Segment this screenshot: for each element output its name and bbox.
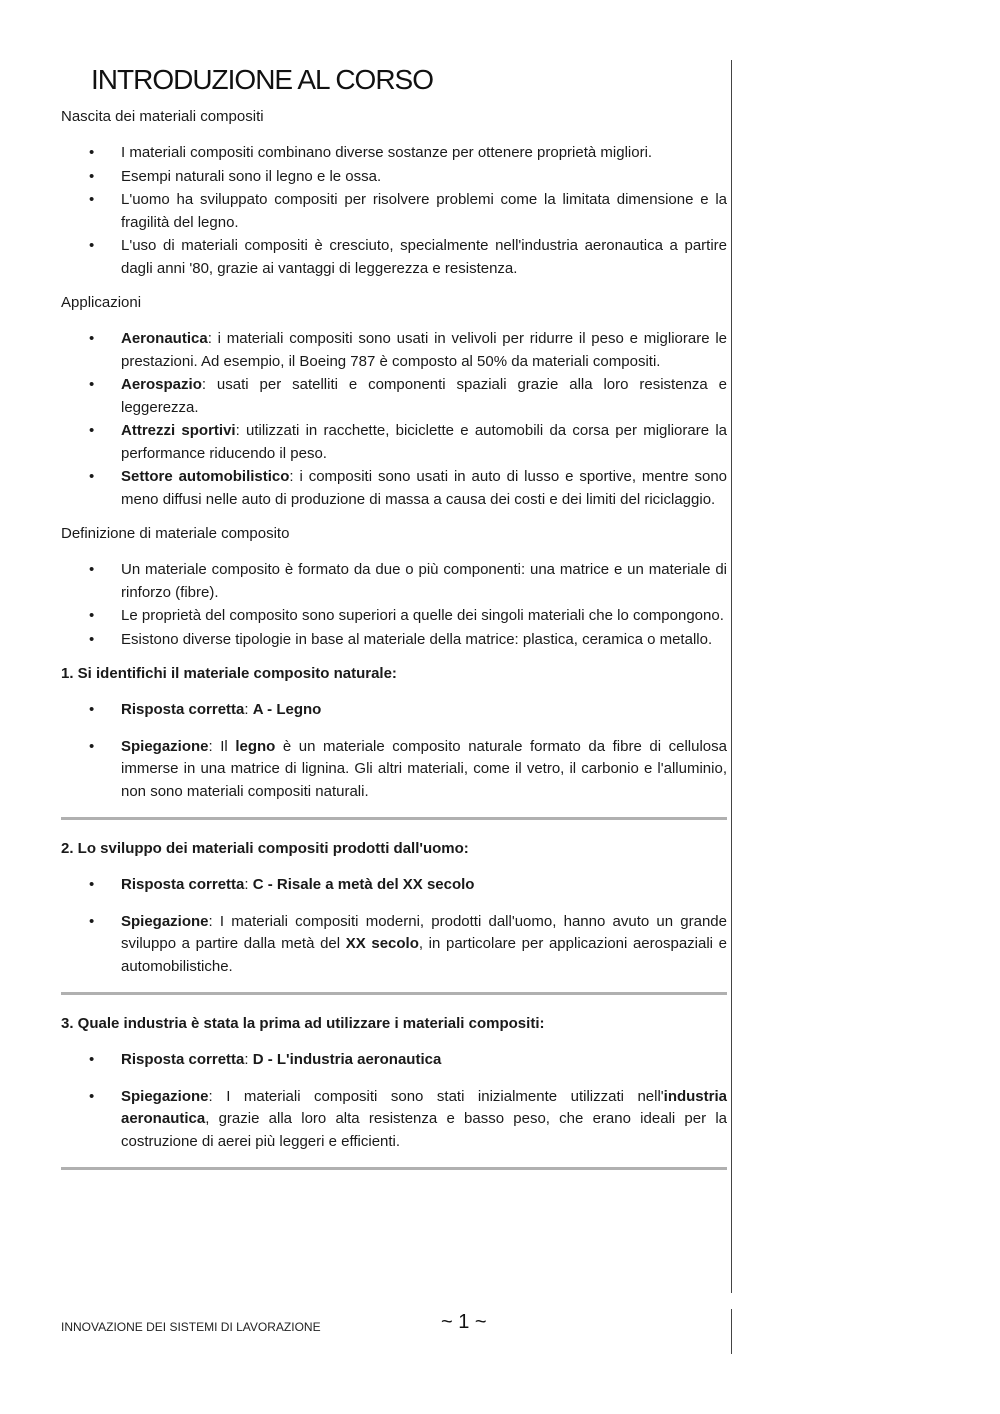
explanation-text: , grazie alla loro alta resistenza e basso peso, che erano ideali per la costruzione di aerei più leggeri e efficienti. [121, 1110, 727, 1150]
explanation-keyword: legno [235, 737, 276, 755]
item-label: Aeronautica [121, 330, 208, 347]
page-title: INTRODUZIONE AL CORSO [91, 64, 434, 95]
answer-list-1 [61, 699, 727, 803]
list-item [61, 466, 727, 511]
answer-value: A - Legno [252, 701, 322, 718]
answer-value: C - Risale a metà del XX secolo [252, 876, 475, 893]
explanation-item [61, 736, 727, 804]
answer-item [61, 874, 727, 897]
explanation-keyword: industria aeronautica [121, 1087, 727, 1127]
answer-label: Risposta corretta [121, 1051, 245, 1068]
bullet-list-nascita [61, 142, 727, 280]
item-text: : usati per satelliti e componenti spaziali grazie alla loro resistenza e leggerezza. [121, 376, 727, 416]
page-number: ~ 1 ~ [441, 1311, 487, 1333]
item-label: Aerospazio [121, 376, 202, 393]
item-text: : utilizzati in racchette, biciclette e automobili da corsa per migliorare la performance riducendo il peso. [121, 422, 727, 462]
explanation-label: Spiegazione [121, 1087, 209, 1105]
question-title-1: 1. Si identifichi il materiale composito naturale: [61, 665, 397, 682]
item-text: : i compositi sono usati in auto di lusso e sportive, mentre sono meno diffusi nelle auto di produzione di massa a causa dei costi e dei limiti del riciclaggio. [121, 468, 727, 508]
explanation-label: Spiegazione [121, 912, 209, 930]
answer-value: D - L'industria aeronautica [252, 1051, 442, 1068]
footer-course-title: INNOVAZIONE DEI SISTEMI DI LAVORAZIONE [61, 1320, 321, 1334]
explanation-text: , in particolare per applicazioni aerospaziali e automobilistiche. [121, 935, 727, 975]
answer-separator: : [244, 876, 253, 893]
item-label: Attrezzi sportivi [121, 422, 236, 439]
section-divider [61, 817, 727, 820]
list-item: • Esistono diverse tipologie in base al materiale della matrice: plastica, ceramica o metallo. [61, 629, 727, 652]
list-item [61, 374, 727, 419]
answer-label: Risposta corretta [121, 876, 245, 893]
section-heading-definizione: Definizione di materiale composito [61, 525, 290, 542]
explanation-text: è un materiale composito naturale formato da fibre di cellulosa immerse in una matrice di lignina. Gli altri materiali, come il vetro, il carbonio e l'alluminio, non sono materiali compositi naturali. [121, 737, 727, 800]
section-divider [61, 1167, 727, 1170]
section-divider [61, 992, 727, 995]
answer-item [61, 1049, 727, 1072]
list-item: • I materiali compositi combinano diverse sostanze per ottenere proprietà migliori. [61, 142, 727, 165]
list-item: • Le proprietà del composito sono superiori a quelle dei singoli materiali che lo compongono. [61, 605, 727, 628]
answer-list-3 [61, 1049, 727, 1153]
item-text: : i materiali compositi sono usati in velivoli per ridurre il peso e migliorare le prestazioni. Ad esempio, il Boeing 787 è composto al 50% da materiali compositi. [121, 330, 727, 370]
page-content [61, 60, 727, 1188]
explanation-label: Spiegazione [121, 737, 209, 755]
section-heading-applicazioni: Applicazioni [61, 294, 142, 311]
answer-list-2 [61, 874, 727, 978]
explanation-text: : I materiali compositi moderni, prodotti dall'uomo, hanno avuto un grande sviluppo a partire dalla metà del [121, 912, 727, 952]
explanation-item [61, 1086, 727, 1154]
explanation-keyword: XX secolo [345, 935, 419, 952]
answer-separator: : [244, 1051, 253, 1068]
answer-item [61, 699, 727, 722]
list-item [61, 328, 727, 373]
section-heading-nascita: Nascita dei materiali compositi [61, 108, 264, 125]
list-item: • L'uomo ha sviluppato compositi per risolvere problemi come la limitata dimensione e la fragilità del legno. [61, 189, 727, 234]
margin-rule-top [731, 60, 732, 1293]
answer-separator: : [244, 701, 253, 718]
bullet-list-definizione [61, 559, 727, 651]
question-title-3: 3. Quale industria è stata la prima ad utilizzare i materiali compositi: [61, 1015, 545, 1032]
list-item: • Un materiale composito è formato da due o più componenti: una matrice e un materiale di rinforzo (fibre). [61, 559, 727, 604]
margin-rule-bottom [731, 1309, 732, 1354]
explanation-text: : I materiali compositi sono stati inizialmente utilizzati nell' [208, 1087, 664, 1105]
explanation-item [61, 911, 727, 979]
explanation-text: : Il [208, 737, 236, 755]
question-title-2: 2. Lo sviluppo dei materiali compositi prodotti dall'uomo: [61, 840, 469, 857]
list-item: • Esempi naturali sono il legno e le ossa. [61, 166, 727, 189]
item-label: Settore automobilistico [121, 468, 290, 485]
bullet-list-applicazioni [61, 328, 727, 511]
answer-label: Risposta corretta [121, 701, 245, 718]
list-item: • L'uso di materiali compositi è cresciuto, specialmente nell'industria aeronautica a partire dagli anni '80, grazie ai vantaggi di leggerezza e resistenza. [61, 235, 727, 280]
list-item [61, 420, 727, 465]
